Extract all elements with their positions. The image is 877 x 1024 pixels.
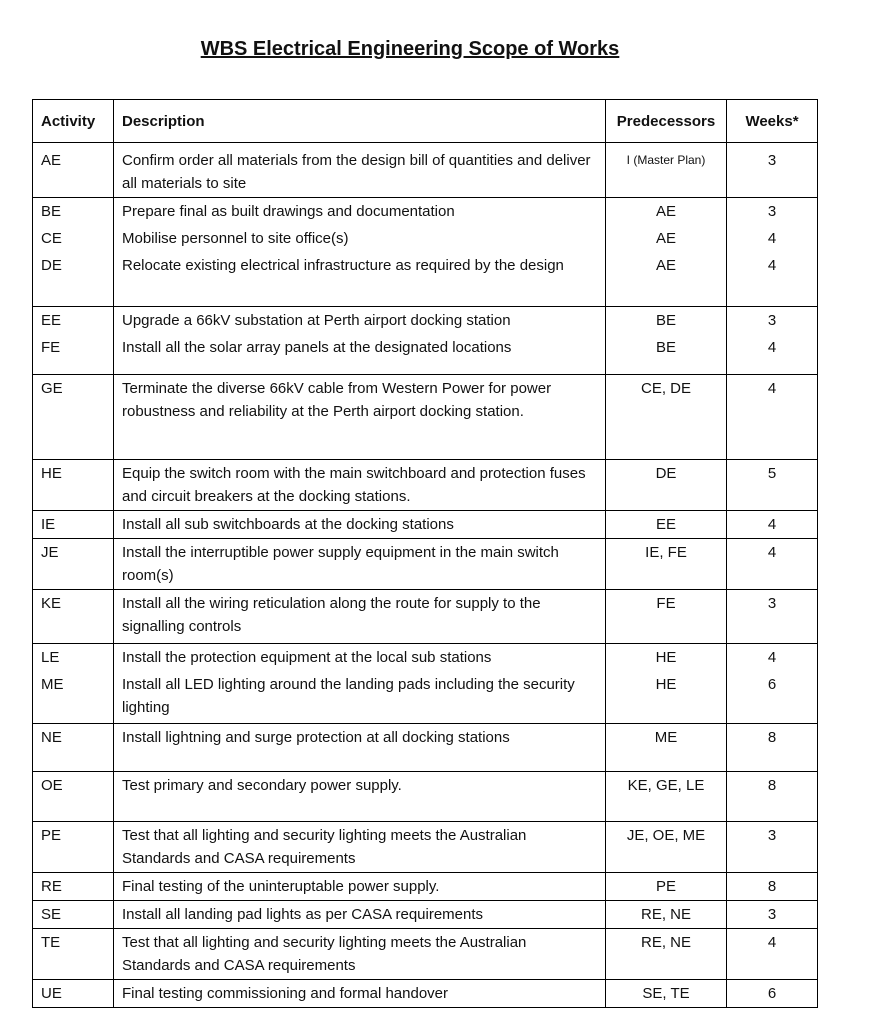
activity-cell: DE bbox=[33, 252, 114, 306]
description-cell: Final testing commissioning and formal handover bbox=[114, 979, 606, 1007]
weeks-cell: 4 bbox=[727, 928, 818, 979]
description-cell: Install lightning and surge protection at all docking stations bbox=[114, 723, 606, 771]
description-cell: Install all landing pad lights as per CASA requirements bbox=[114, 900, 606, 928]
description-cell: Mobilise personnel to site office(s) bbox=[114, 225, 606, 252]
activity-cell: GE bbox=[33, 375, 114, 460]
page-title: WBS Electrical Engineering Scope of Works bbox=[200, 38, 620, 60]
weeks-cell: 4 bbox=[727, 225, 818, 252]
description-cell: Install the protection equipment at the local sub stations bbox=[114, 644, 606, 672]
predecessors-cell: RE, NE bbox=[606, 900, 727, 928]
predecessors-cell: FE bbox=[606, 590, 727, 644]
description-cell: Confirm order all materials from the design bill of quantities and deliver all materials to site bbox=[114, 143, 606, 198]
table-row bbox=[33, 590, 818, 644]
predecessors-cell: AE bbox=[606, 225, 727, 252]
predecessors-cell: ME bbox=[606, 723, 727, 771]
description-cell: Test that all lighting and security lighting meets the Australian Standards and CASA requirements bbox=[114, 928, 606, 979]
description-cell: Install all the wiring reticulation along the route for supply to the signalling controls bbox=[114, 590, 606, 644]
weeks-cell: 4 bbox=[727, 252, 818, 306]
predecessors-cell: BE bbox=[606, 334, 727, 375]
weeks-cell: 6 bbox=[727, 979, 818, 1007]
weeks-cell: 3 bbox=[727, 590, 818, 644]
activity-cell: EE bbox=[33, 306, 114, 334]
table-row bbox=[33, 771, 818, 821]
predecessors-cell: HE bbox=[606, 644, 727, 672]
predecessors-cell: I (Master Plan) bbox=[606, 143, 727, 198]
table-row bbox=[33, 928, 818, 979]
weeks-cell: 4 bbox=[727, 375, 818, 460]
weeks-cell: 4 bbox=[727, 334, 818, 375]
weeks-cell: 4 bbox=[727, 511, 818, 539]
activity-cell: TE bbox=[33, 928, 114, 979]
header-activity: Activity bbox=[33, 100, 114, 143]
table-header-row bbox=[33, 100, 818, 143]
weeks-cell: 8 bbox=[727, 771, 818, 821]
description-cell: Install the interruptible power supply equipment in the main switch room(s) bbox=[114, 539, 606, 590]
predecessors-cell: BE bbox=[606, 306, 727, 334]
description-cell: Terminate the diverse 66kV cable from Western Power for power robustness and reliability at the Perth airport docking station. bbox=[114, 375, 606, 460]
table-row bbox=[33, 723, 818, 771]
table-row bbox=[33, 872, 818, 900]
predecessors-cell: KE, GE, LE bbox=[606, 771, 727, 821]
table-row bbox=[33, 979, 818, 1007]
weeks-cell: 6 bbox=[727, 671, 818, 723]
table-row bbox=[33, 460, 818, 511]
activity-cell: RE bbox=[33, 872, 114, 900]
activity-cell: OE bbox=[33, 771, 114, 821]
description-cell: Upgrade a 66kV substation at Perth airport docking station bbox=[114, 306, 606, 334]
predecessors-cell: CE, DE bbox=[606, 375, 727, 460]
weeks-cell: 3 bbox=[727, 821, 818, 872]
table-row bbox=[33, 539, 818, 590]
description-cell: Install all sub switchboards at the docking stations bbox=[114, 511, 606, 539]
activity-cell: BE bbox=[33, 198, 114, 226]
weeks-cell: 5 bbox=[727, 460, 818, 511]
header-description: Description bbox=[114, 100, 606, 143]
weeks-cell: 3 bbox=[727, 143, 818, 198]
table-body bbox=[33, 143, 818, 1008]
activity-cell: HE bbox=[33, 460, 114, 511]
scope-of-works-table bbox=[32, 99, 818, 1008]
activity-cell: JE bbox=[33, 539, 114, 590]
description-cell: Prepare final as built drawings and documentation bbox=[114, 198, 606, 226]
activity-cell: NE bbox=[33, 723, 114, 771]
table-row bbox=[33, 900, 818, 928]
predecessors-cell: DE bbox=[606, 460, 727, 511]
table-row bbox=[33, 334, 818, 375]
weeks-cell: 3 bbox=[727, 306, 818, 334]
weeks-cell: 8 bbox=[727, 872, 818, 900]
weeks-cell: 3 bbox=[727, 198, 818, 226]
activity-cell: SE bbox=[33, 900, 114, 928]
activity-cell: KE bbox=[33, 590, 114, 644]
description-cell: Equip the switch room with the main switchboard and protection fuses and circuit breakers at the docking stations. bbox=[114, 460, 606, 511]
table-row bbox=[33, 225, 818, 252]
description-cell: Relocate existing electrical infrastructure as required by the design bbox=[114, 252, 606, 306]
description-cell: Install all LED lighting around the landing pads including the security lighting bbox=[114, 671, 606, 723]
description-cell: Test that all lighting and security lighting meets the Australian Standards and CASA requirements bbox=[114, 821, 606, 872]
activity-cell: UE bbox=[33, 979, 114, 1007]
table-row bbox=[33, 644, 818, 672]
table-row bbox=[33, 821, 818, 872]
weeks-cell: 3 bbox=[727, 900, 818, 928]
header-predecessors: Predecessors bbox=[606, 100, 727, 143]
description-cell: Final testing of the uninteruptable power supply. bbox=[114, 872, 606, 900]
activity-cell: PE bbox=[33, 821, 114, 872]
table-row bbox=[33, 511, 818, 539]
table-row bbox=[33, 252, 818, 306]
predecessors-cell: HE bbox=[606, 671, 727, 723]
weeks-cell: 8 bbox=[727, 723, 818, 771]
predecessors-cell: AE bbox=[606, 252, 727, 306]
weeks-cell: 4 bbox=[727, 644, 818, 672]
table-row bbox=[33, 143, 818, 198]
activity-cell: LE bbox=[33, 644, 114, 672]
description-cell: Test primary and secondary power supply. bbox=[114, 771, 606, 821]
activity-cell: CE bbox=[33, 225, 114, 252]
predecessors-cell: EE bbox=[606, 511, 727, 539]
predecessors-cell: RE, NE bbox=[606, 928, 727, 979]
activity-cell: AE bbox=[33, 143, 114, 198]
predecessors-cell: PE bbox=[606, 872, 727, 900]
table-row bbox=[33, 198, 818, 226]
weeks-cell: 4 bbox=[727, 539, 818, 590]
predecessors-cell: AE bbox=[606, 198, 727, 226]
header-weeks: Weeks* bbox=[727, 100, 818, 143]
activity-cell: IE bbox=[33, 511, 114, 539]
activity-cell: ME bbox=[33, 671, 114, 723]
table-row bbox=[33, 671, 818, 723]
description-cell: Install all the solar array panels at the designated locations bbox=[114, 334, 606, 375]
predecessors-cell: JE, OE, ME bbox=[606, 821, 727, 872]
activity-cell: FE bbox=[33, 334, 114, 375]
predecessors-cell: SE, TE bbox=[606, 979, 727, 1007]
table-row bbox=[33, 375, 818, 460]
table-row bbox=[33, 306, 818, 334]
predecessors-cell: IE, FE bbox=[606, 539, 727, 590]
